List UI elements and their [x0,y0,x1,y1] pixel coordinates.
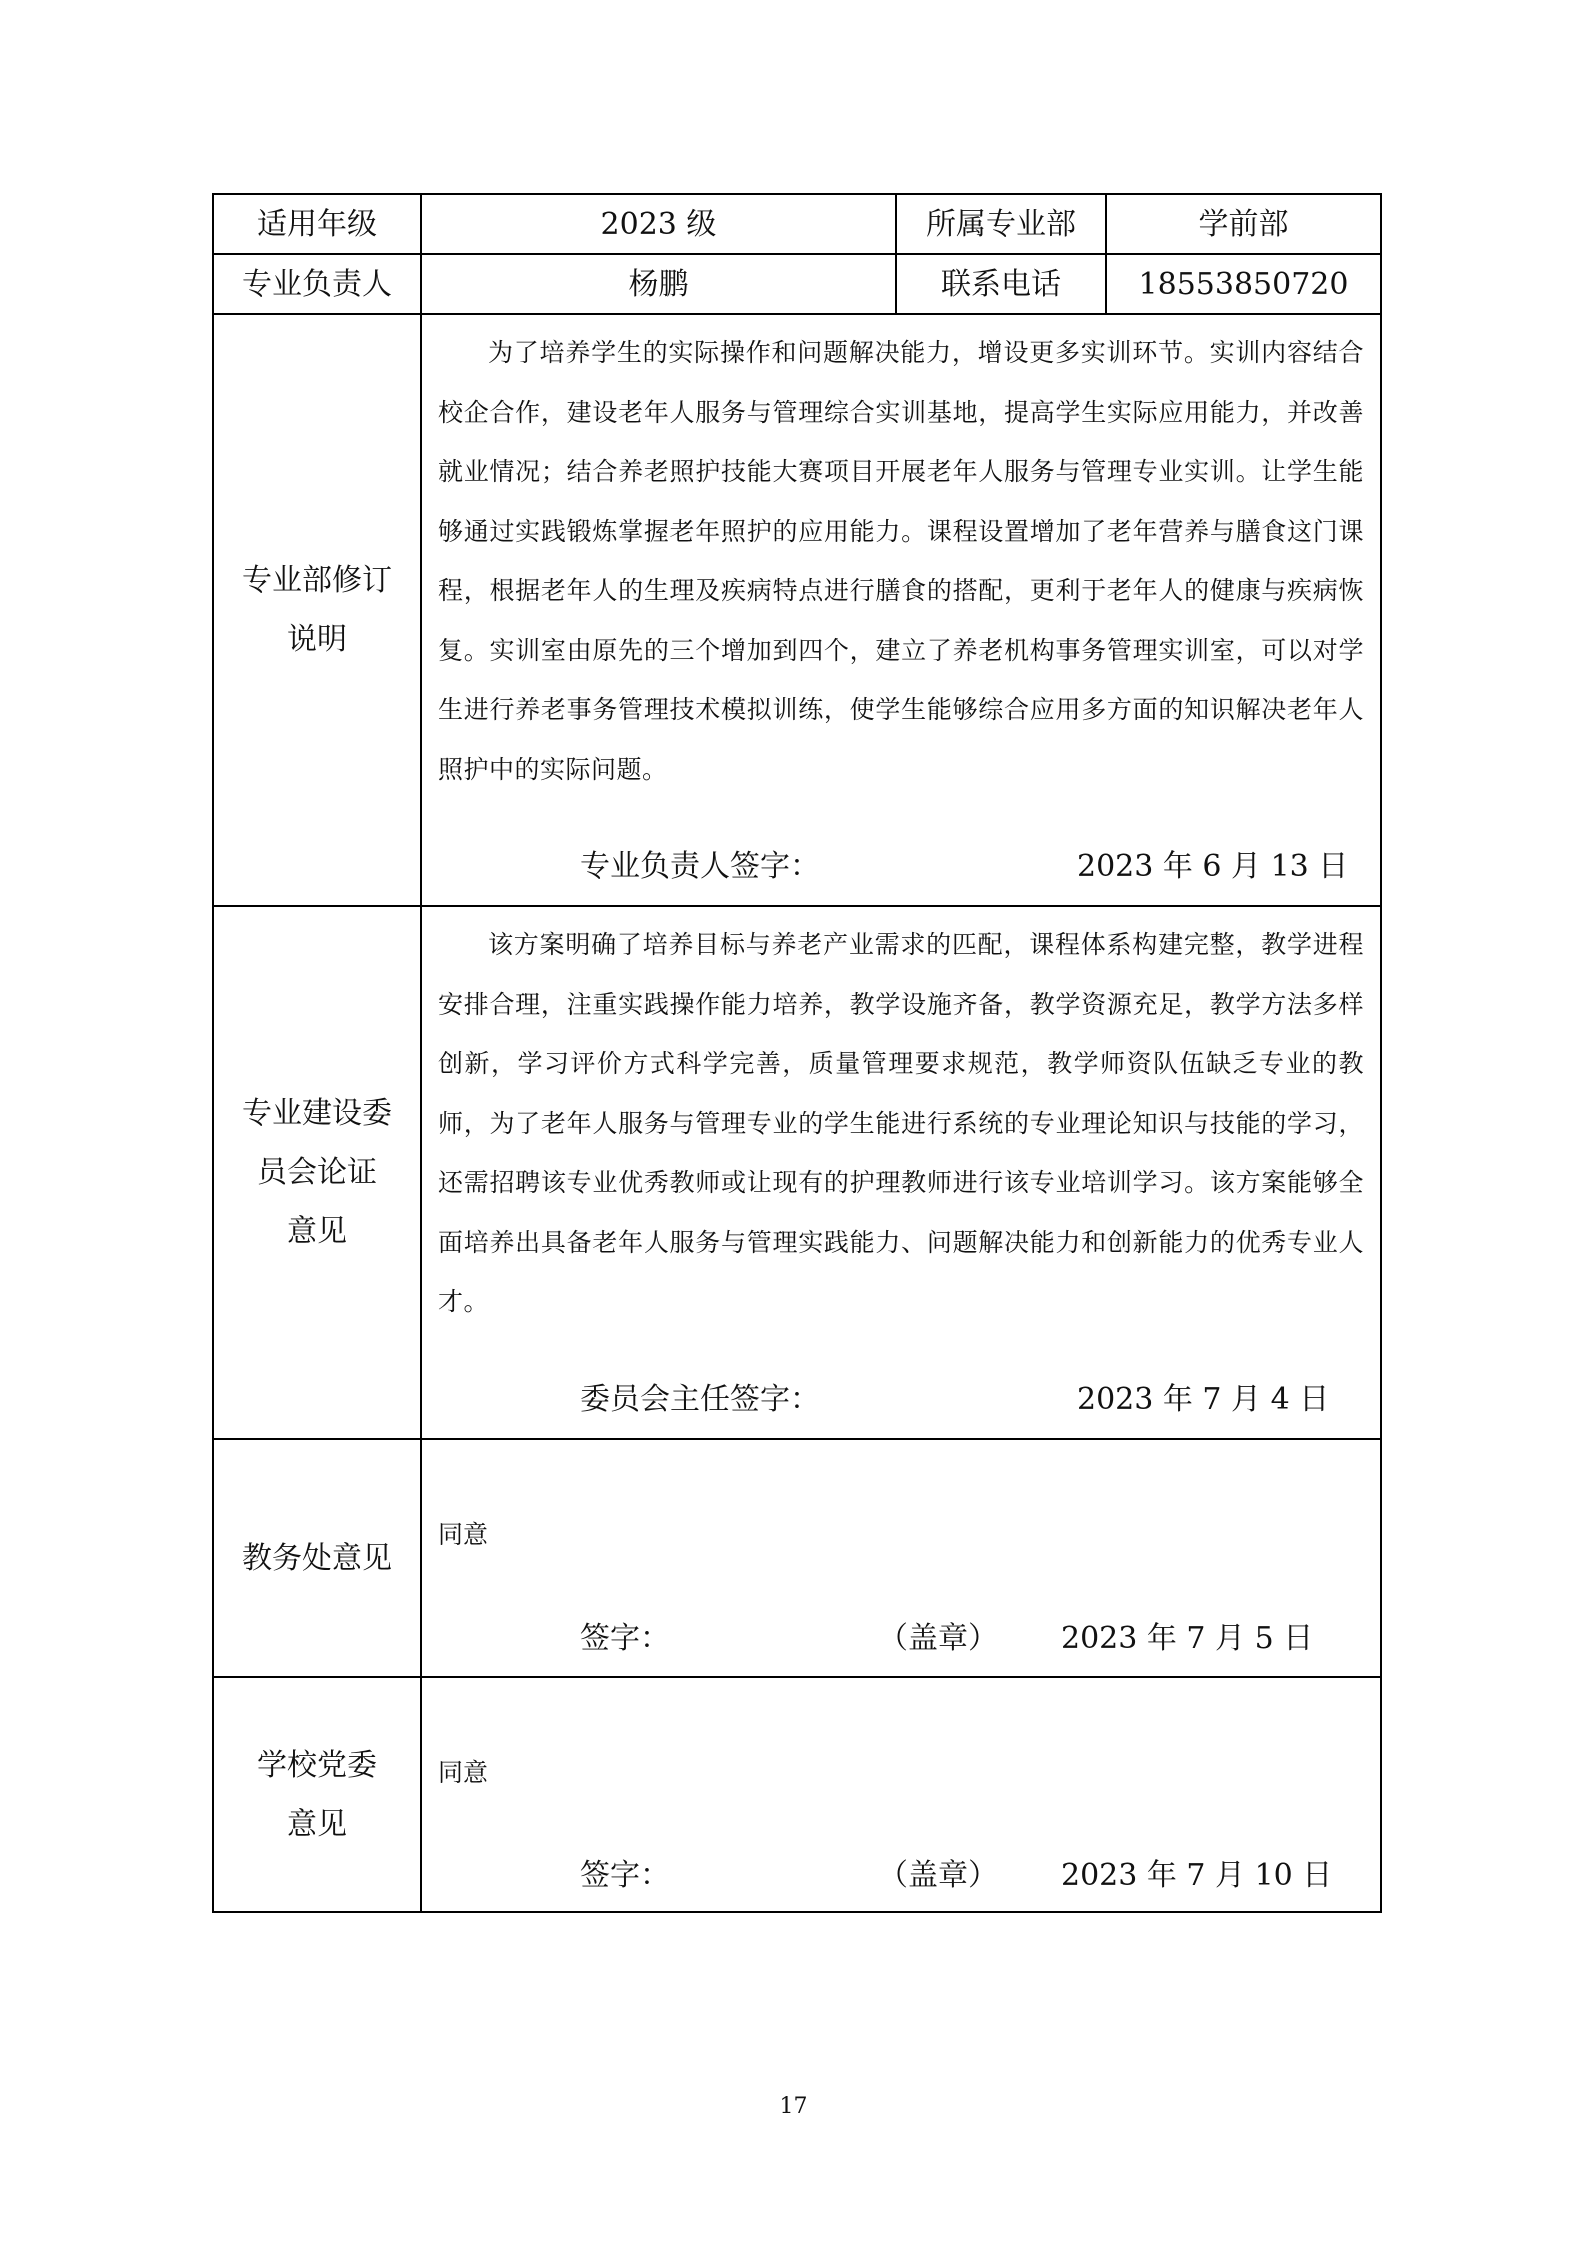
dept-label: 所属专业部 [926,206,1076,242]
committee-date: 2023 年 7 月 4 日 [1077,1382,1330,1417]
table-border-right [1380,193,1382,1913]
party-committee-label-line1: 学校党委 [257,1747,377,1783]
academic-affairs-signature-label: 签字： [580,1621,670,1656]
academic-affairs-date: 2023 年 7 月 5 日 [1061,1621,1314,1656]
table-border-bottom [212,1911,1382,1913]
dept-value: 学前部 [1198,206,1289,242]
party-committee-label-line2: 意见 [287,1806,347,1842]
revision-date: 2023 年 6 月 13 日 [1077,849,1349,884]
grade-label: 适用年级 [257,206,377,242]
committee-signature-label: 委员会主任签字： [580,1382,820,1417]
academic-affairs-seal-label: （盖章） [878,1621,998,1656]
party-committee-signature-label: 签字： [580,1858,670,1893]
approval-table [212,193,1382,1913]
party-committee-seal-label: （盖章） [878,1858,998,1893]
committee-text: 该方案明确了培养目标与养老产业需求的匹配，课程体系构建完整，教学进程安排合理，注重实践操作能力培养，教学设施齐备，教学资源充足，教学方法多样创新，学习评价方式科学完善，质量管理要求规范，教学师资队伍缺乏专业的教师，为了老年人服务与管理专业的学生能进行系统的专业理论知识与技能的学习，还需招聘该专业优秀教师或让现有的护理教师进行该专业培训学习。该方案能够全面培养出具备老年人服务与管理实践能力、问题解决能力和创新能力的优秀专业人才。 [438,930,1364,1316]
grade-value: 2023 级 [600,206,717,242]
lead-label: 专业负责人 [242,266,392,302]
committee-label-line1: 专业建设委 [242,1096,392,1131]
revision-label [214,315,420,905]
revision-label-line1: 专业部修订 [242,563,392,598]
revision-text: 为了培养学生的实际操作和问题解决能力，增设更多实训环节。实训内容结合校企合作，建设老年人服务与管理综合实训基地，提高学生实际应用能力，并改善就业情况；结合养老照护技能大赛项目开展老年人服务与管理专业实训。让学生能够通过实践锻炼掌握老年照护的应用能力。课程设置增加了老年营养与膳食这门课程，根据老年人的生理及疾病特点进行膳食的搭配，更利于老年人的健康与疾病恢复。实训室由原先的三个增加到四个，建立了养老机构事务管理实训室，可以对学生进行养老事务管理技术模拟训练，使学生能够综合应用多方面的知识解决老年人照护中的实际问题。 [438,338,1364,784]
academic-affairs-label: 教务处意见 [242,1540,392,1576]
committee-label-line3: 意见 [287,1214,347,1249]
party-committee-date: 2023 年 7 月 10 日 [1061,1858,1333,1893]
revision-label-line2: 说明 [287,622,347,657]
committee-label [214,907,420,1438]
lead-value: 杨鹏 [628,266,689,302]
phone-value: 18553850720 [1138,266,1349,302]
academic-affairs-opinion: 同意 [438,1520,489,1549]
column-divider [420,193,422,1913]
page-number: 17 [779,2094,808,2119]
phone-label: 联系电话 [941,266,1061,302]
revision-signature-label: 专业负责人签字： [580,849,820,884]
party-committee-label [214,1678,420,1911]
committee-label-line2: 员会论证 [257,1155,377,1190]
party-committee-opinion: 同意 [438,1758,489,1787]
